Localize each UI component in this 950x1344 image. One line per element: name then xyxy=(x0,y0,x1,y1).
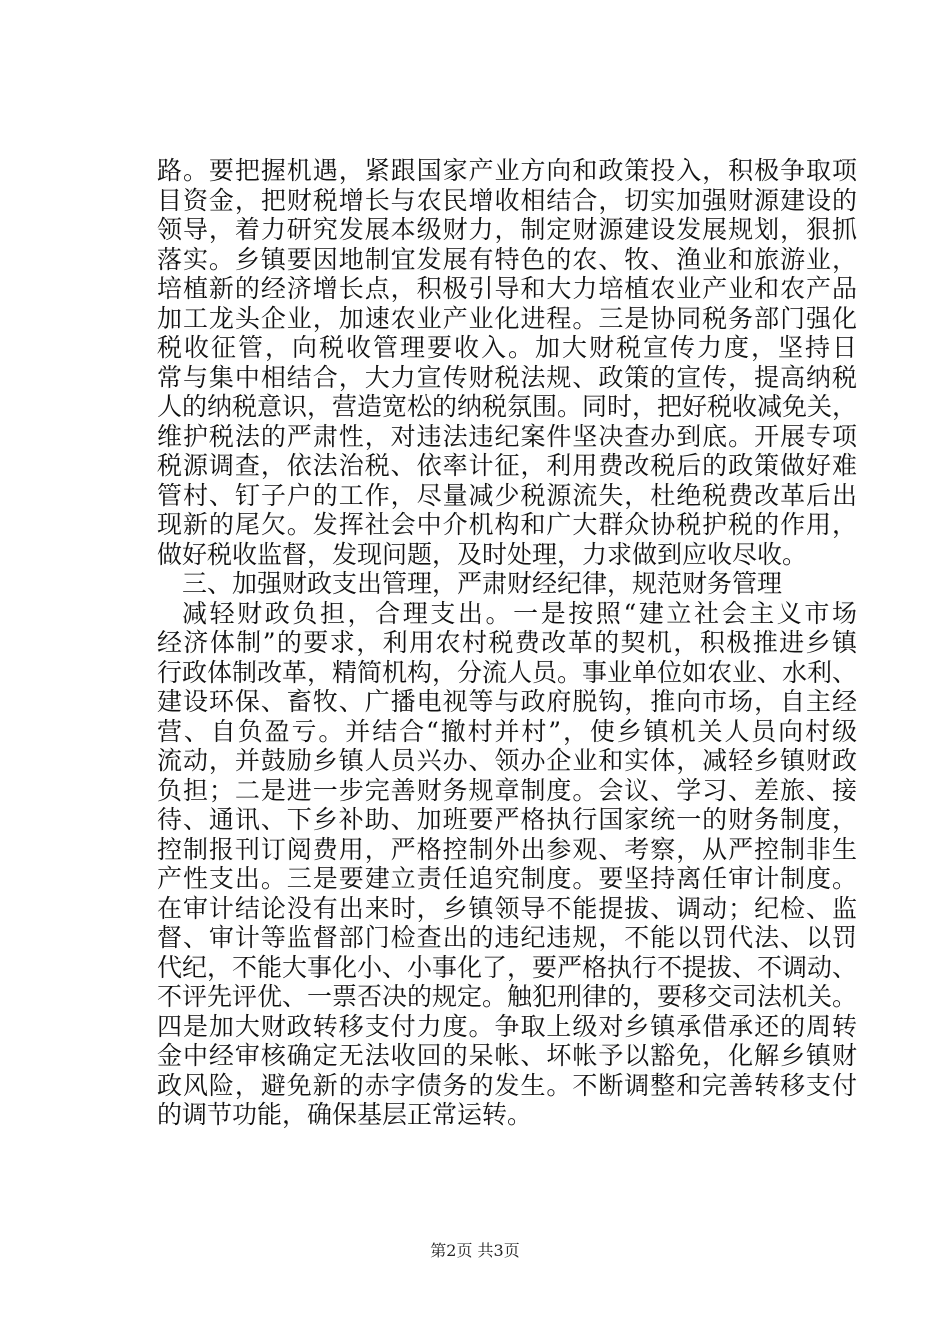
text-line: 维护税法的严肃性，对违法违纪案件坚决查办到底。开展专项 xyxy=(157,421,857,451)
text-line: 做好税收监督，发现问题，及时处理，力求做到应收尽收。 xyxy=(157,539,808,569)
text-line: 常与集中相结合，大力宣传财税法规、政策的宣传，提高纳税 xyxy=(157,362,857,392)
text-line: 不评先评优、一票否决的规定。触犯刑律的，要移交司法机关。 xyxy=(157,982,858,1011)
text-line: 现新的尾欠。发挥社会中介机构和广大群众协税护税的作用， xyxy=(157,510,857,539)
text-line: 代纪，不能大事化小、小事化了，要严格执行不提拔、不调动、 xyxy=(157,952,858,982)
page-footer xyxy=(0,1238,950,1261)
text-line: 人的纳税意识，营造宽松的纳税氛围。同时，把好税收减免关， xyxy=(157,392,858,421)
text-line: 税收征管，向税收管理要收入。加大财税宣传力度，坚持日 xyxy=(157,333,857,362)
text-line: 产性支出。三是要建立责任追究制度。要坚持离任审计制度。 xyxy=(157,864,857,893)
text-line: 营、自负盈亏。并结合“撤村并村”，使乡镇机关人员向村级 xyxy=(157,716,857,746)
text-line: 管村、钉子户的工作，尽量减少税源流失，杜绝税费改革后出 xyxy=(157,480,857,510)
text-line: 负担；二是进一步完善财务规章制度。会议、学习、差旅、接 xyxy=(157,775,857,805)
text-line: 税源调查，依法治税、依率计征，利用费改税后的政策做好难 xyxy=(157,451,857,480)
text-line: 四是加大财政转移支付力度。争取上级对乡镇承借承还的周转 xyxy=(157,1011,857,1041)
text-line: 在审计结论没有出来时，乡镇领导不能提拔、调动；纪检、监 xyxy=(157,893,857,923)
text-line: 路。要把握机遇，紧跟国家产业方向和政策投入，积极争取项 xyxy=(157,156,857,185)
text-line: 落实。乡镇要因地制宜发展有特色的农、牧、渔业和旅游业， xyxy=(157,244,857,274)
text-line: 加工龙头企业，加速农业产业化进程。三是协同税务部门强化 xyxy=(157,303,857,333)
text-line: 待、通讯、下乡补助、加班要严格执行国家统一的财务制度， xyxy=(157,805,857,834)
text-line: 的调节功能，确保基层正常运转。 xyxy=(157,1100,533,1129)
text-line: 经济体制”的要求，利用农村税费改革的契机，积极推进乡镇 xyxy=(157,628,857,657)
text-line: 目资金，把财税增长与农民增收相结合，切实加强财源建设的 xyxy=(157,185,857,215)
text-line: 金中经审核确定无法收回的呆帐、坏帐予以豁免，化解乡镇财 xyxy=(157,1041,857,1070)
text-line: 培植新的经济增长点，积极引导和大力培植农业产业和农产品 xyxy=(157,274,857,303)
text-line: 减轻财政负担，合理支出。一是按照“建立社会主义市场 xyxy=(182,598,857,628)
text-line: 建设环保、畜牧、广播电视等与政府脱钩，推向市场，自主经 xyxy=(157,687,857,716)
text-line: 督、审计等监督部门检查出的违纪违规，不能以罚代法、以罚 xyxy=(157,923,857,952)
body-text xyxy=(157,156,857,1130)
text-line: 领导，着力研究发展本级财力，制定财源建设发展规划，狠抓 xyxy=(157,215,857,244)
text-line: 控制报刊订阅费用，严格控制外出参观、考察，从严控制非生 xyxy=(157,834,857,864)
text-line: 流动，并鼓励乡镇人员兴办、领办企业和实体，减轻乡镇财政 xyxy=(157,746,857,775)
page-number: 第2页 共3页 xyxy=(430,1241,520,1260)
section-heading: 三、加强财政支出管理，严肃财经纪律，规范财务管理 xyxy=(182,569,783,598)
text-line: 行政体制改革，精简机构，分流人员。事业单位如农业、水利、 xyxy=(157,657,858,687)
text-line: 政风险，避免新的赤字债务的发生。不断调整和完善转移支付 xyxy=(157,1070,857,1100)
